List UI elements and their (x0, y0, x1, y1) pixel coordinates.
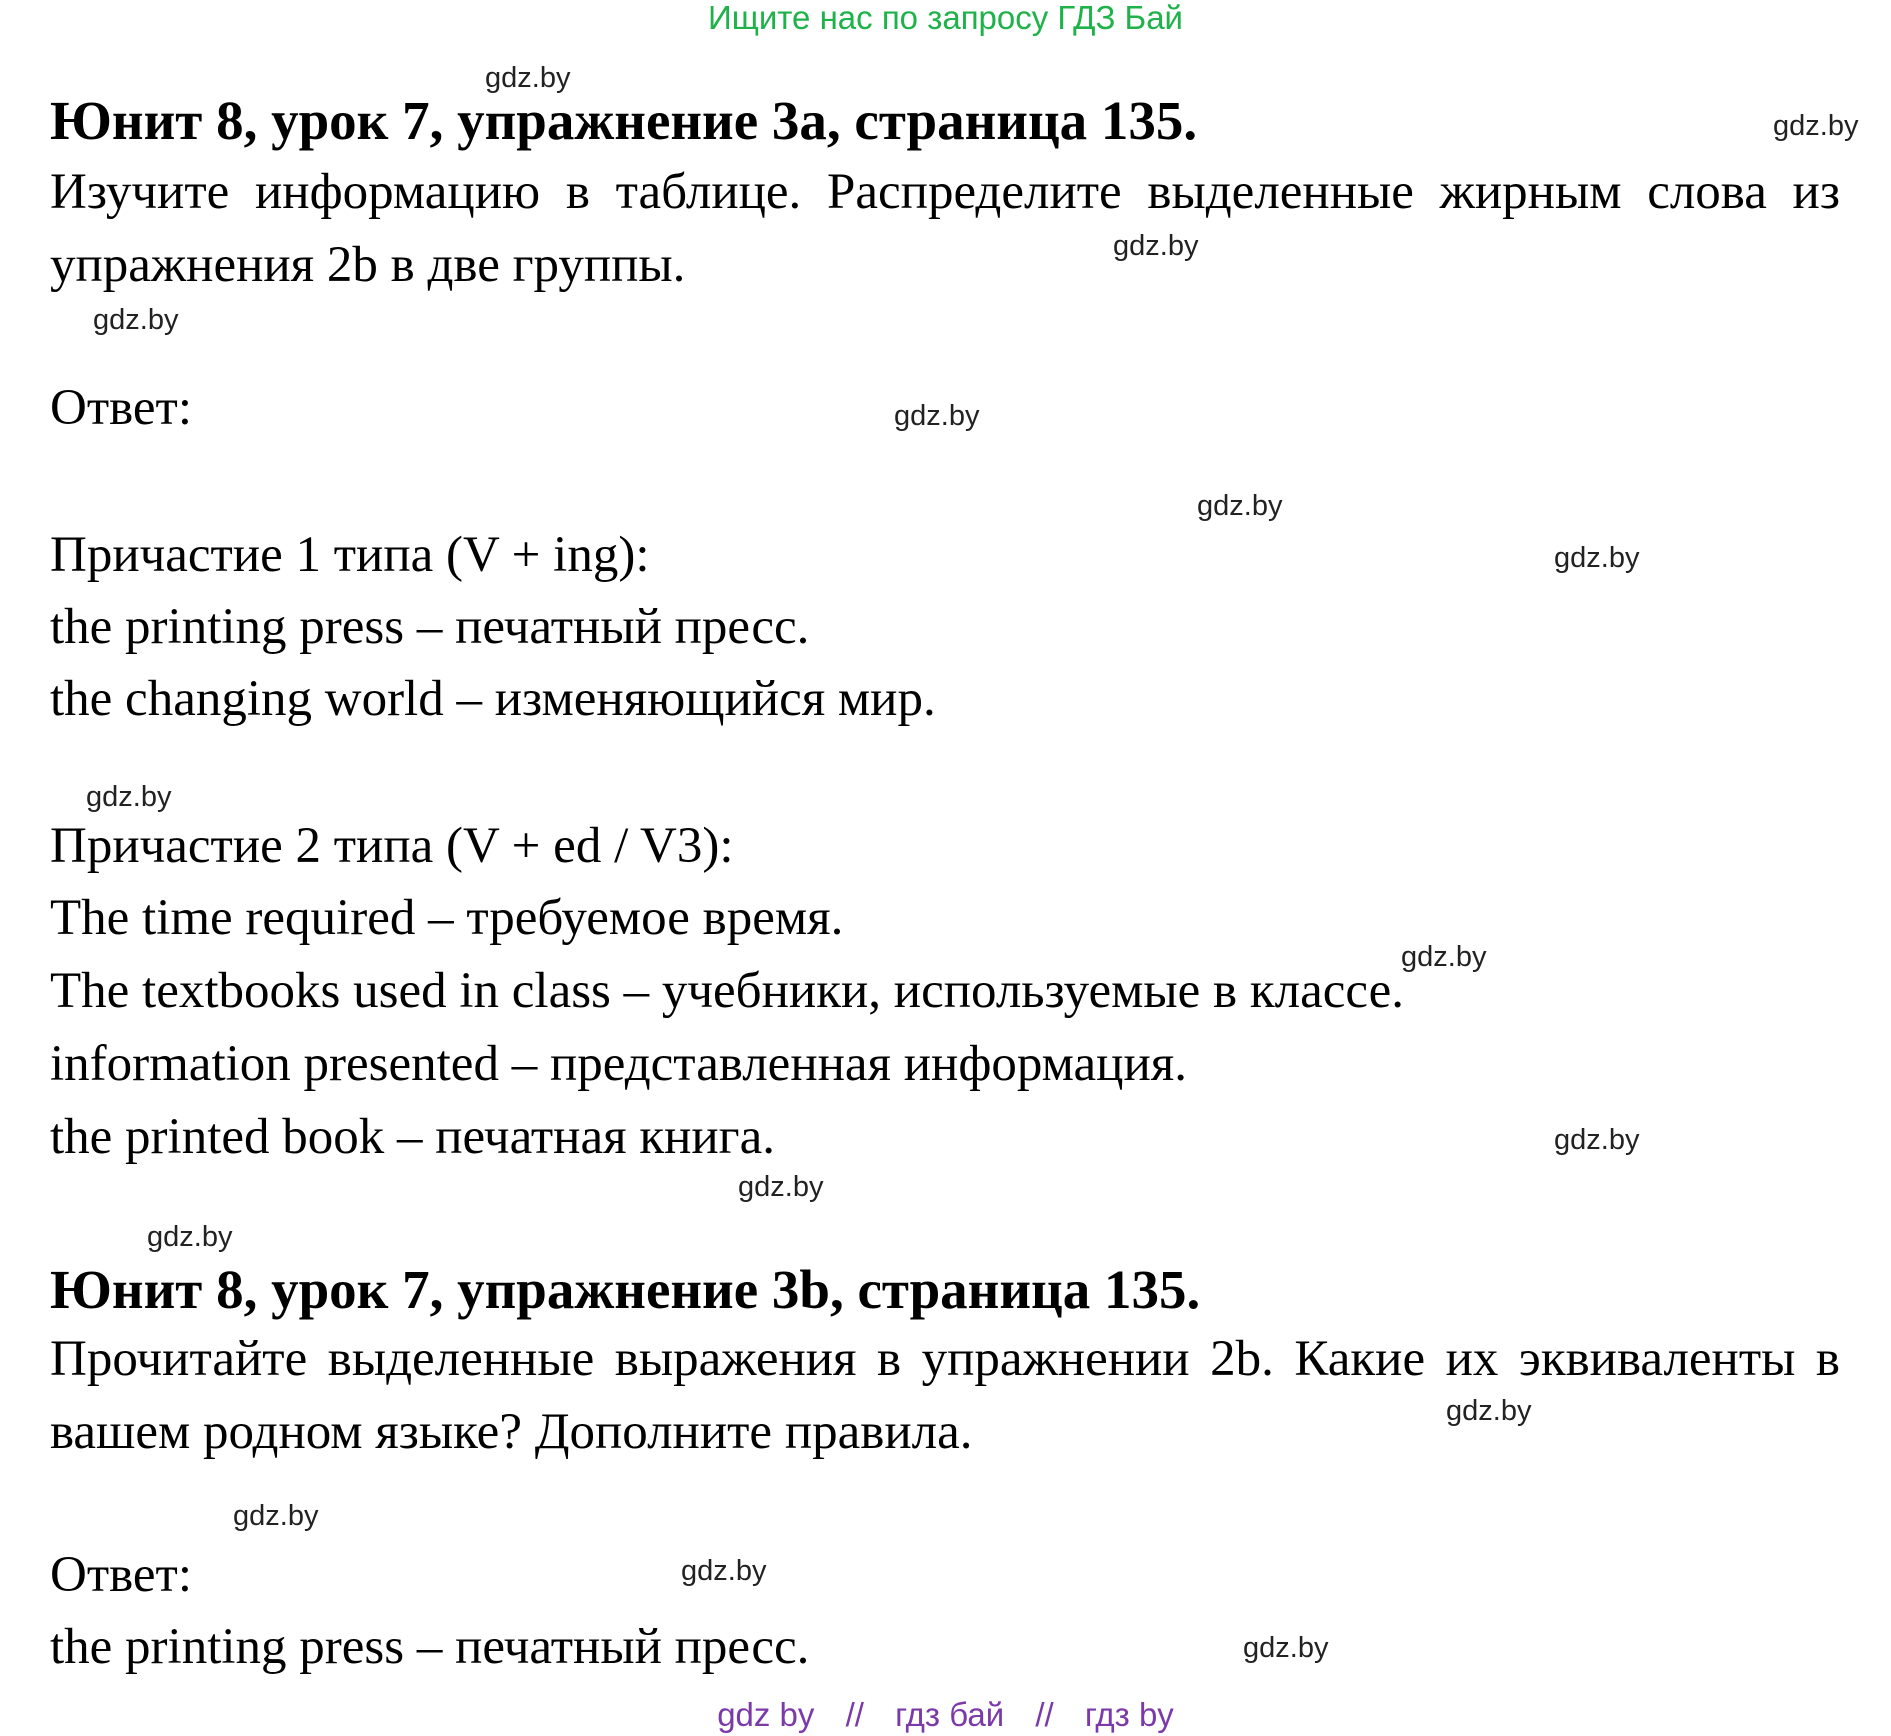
group2-title: Причастие 2 типа (V + ed / V3): (50, 818, 734, 874)
watermark-text: gdz.by (1243, 1632, 1329, 1664)
group1-item: the changing world – изменяющийся мир. (50, 671, 936, 727)
section-b-task: Прочитайте выделенные выражения в упражнении 2b. Какие их эквиваленты в вашем родном языке? Дополните правила. (50, 1331, 1840, 1460)
footer-link-gdz-by-cyr[interactable]: гдз by (1084, 1696, 1174, 1733)
footer-separator: // (1035, 1696, 1054, 1733)
section-a-answer-label: Ответ: (50, 380, 192, 436)
watermark-text: gdz.by (1401, 941, 1487, 973)
watermark-text: gdz.by (1197, 490, 1283, 522)
watermark-text: gdz.by (1113, 230, 1199, 262)
group2-item: information presented – представленная информация. (50, 1036, 1187, 1092)
section-b-heading: Юнит 8, урок 7, упражнение 3b, страница 135. (50, 1259, 1201, 1320)
footer-links (0, 1697, 1891, 1733)
watermark-text: gdz.by (738, 1171, 824, 1203)
watermark-text: gdz.by (147, 1221, 233, 1253)
watermark-text: gdz.by (485, 62, 571, 94)
watermark-text: gdz.by (1446, 1395, 1532, 1427)
footer-separator: // (845, 1696, 864, 1733)
group1-title: Причастие 1 типа (V + ing): (50, 527, 650, 583)
top-banner: Ищите нас по запросу ГДЗ Бай (708, 0, 1183, 36)
section-b-item: the printing press – печатный пресс. (50, 1619, 810, 1675)
section-a-task: Изучите информацию в таблице. Распределите выделенные жирным слова из упражнения 2b в две группы. (50, 164, 1840, 293)
watermark-text: gdz.by (1554, 542, 1640, 574)
watermark-text: gdz.by (681, 1555, 767, 1587)
watermark-text: gdz.by (1554, 1124, 1640, 1156)
watermark-text: gdz.by (233, 1500, 319, 1532)
group1-item: the printing press – печатный пресс. (50, 599, 810, 655)
group2-item: the printed book – печатная книга. (50, 1109, 775, 1165)
section-a-heading: Юнит 8, урок 7, упражнение 3a, страница 135. (50, 90, 1198, 151)
footer-link-gdz-by[interactable]: gdz by (717, 1696, 815, 1733)
watermark-text: gdz.by (894, 400, 980, 432)
watermark-text: gdz.by (1773, 110, 1859, 142)
footer-link-gdz-bai[interactable]: гдз бай (895, 1696, 1005, 1733)
section-b-answer-label: Ответ: (50, 1547, 192, 1603)
group2-item: The time required – требуемое время. (50, 890, 844, 946)
watermark-text: gdz.by (93, 304, 179, 336)
group2-item: The textbooks used in class – учебники, используемые в классе. (50, 963, 1404, 1019)
watermark-text: gdz.by (86, 781, 172, 813)
